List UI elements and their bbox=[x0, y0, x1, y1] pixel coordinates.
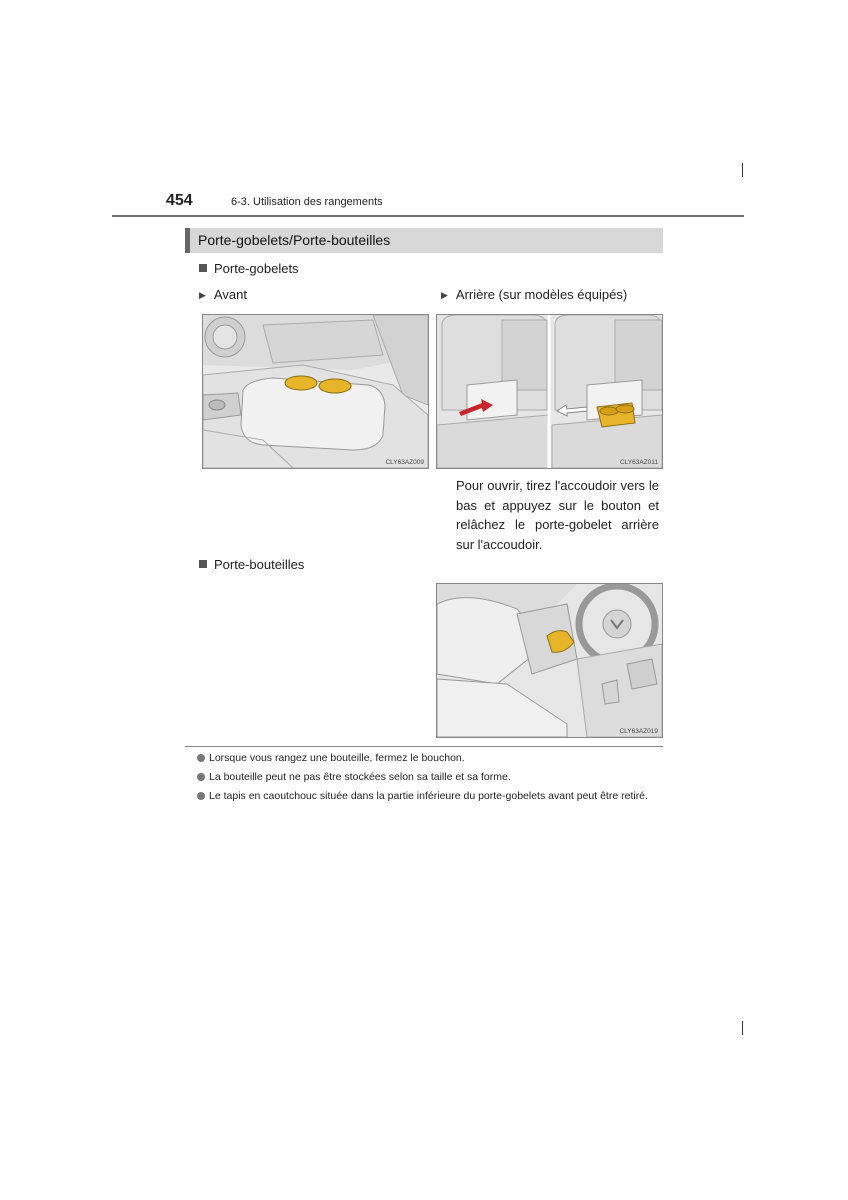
breadcrumb: 6-3. Utilisation des rangements bbox=[231, 196, 383, 208]
note-item bbox=[197, 771, 663, 784]
rear-cupholder-image bbox=[436, 314, 663, 469]
bottleholders-heading bbox=[199, 557, 304, 572]
circle-bullet-icon bbox=[197, 792, 205, 800]
rear-label bbox=[441, 287, 627, 302]
page-number: 454 bbox=[166, 192, 193, 209]
triangle-bullet-icon: ▶ bbox=[441, 290, 448, 300]
circle-bullet-icon bbox=[197, 773, 205, 781]
rear-instructions: Pour ouvrir, tirez l'accoudoir vers le bas et appuyez sur le bouton et relâchez le porte-gobelet arrière sur l'accoudoir. bbox=[456, 478, 659, 552]
image-code: CLY63AZ011 bbox=[619, 459, 658, 466]
front-cupholder-image bbox=[202, 314, 429, 469]
rear-label-text: Arrière (sur modèles équipés) bbox=[455, 287, 628, 302]
section-title-text: Porte-gobelets/Porte-bouteilles bbox=[198, 232, 391, 248]
image-code: CLY63AZ019 bbox=[619, 728, 658, 735]
square-bullet-icon bbox=[199, 560, 207, 568]
section-title bbox=[185, 228, 663, 253]
cupholders-heading-text: Porte-gobelets bbox=[214, 261, 299, 276]
notes-rule bbox=[185, 746, 663, 747]
circle-bullet-icon bbox=[197, 754, 205, 762]
note-item bbox=[197, 790, 663, 803]
note-text: Le tapis en caoutchouc située dans la partie inférieure du porte-gobelets avant peut être retiré. bbox=[209, 790, 648, 802]
bottle-holder-image bbox=[436, 583, 663, 738]
crop-mark-bottom bbox=[742, 1021, 743, 1035]
note-item bbox=[197, 752, 663, 765]
triangle-bullet-icon: ▶ bbox=[199, 290, 206, 300]
header-rule bbox=[112, 215, 744, 217]
image-code: CLY63AZ009 bbox=[385, 459, 424, 466]
bottleholders-heading-text: Porte-bouteilles bbox=[214, 557, 305, 572]
crop-mark-top bbox=[742, 163, 743, 177]
note-text: Lorsque vous rangez une bouteille, fermez le bouchon. bbox=[209, 752, 465, 764]
front-label bbox=[199, 287, 247, 302]
front-label-text: Avant bbox=[213, 287, 247, 302]
square-bullet-icon bbox=[199, 264, 207, 272]
cupholders-heading bbox=[199, 261, 299, 276]
note-text: La bouteille peut ne pas être stockées selon sa taille et sa forme. bbox=[209, 771, 511, 783]
notes-list bbox=[197, 752, 663, 809]
